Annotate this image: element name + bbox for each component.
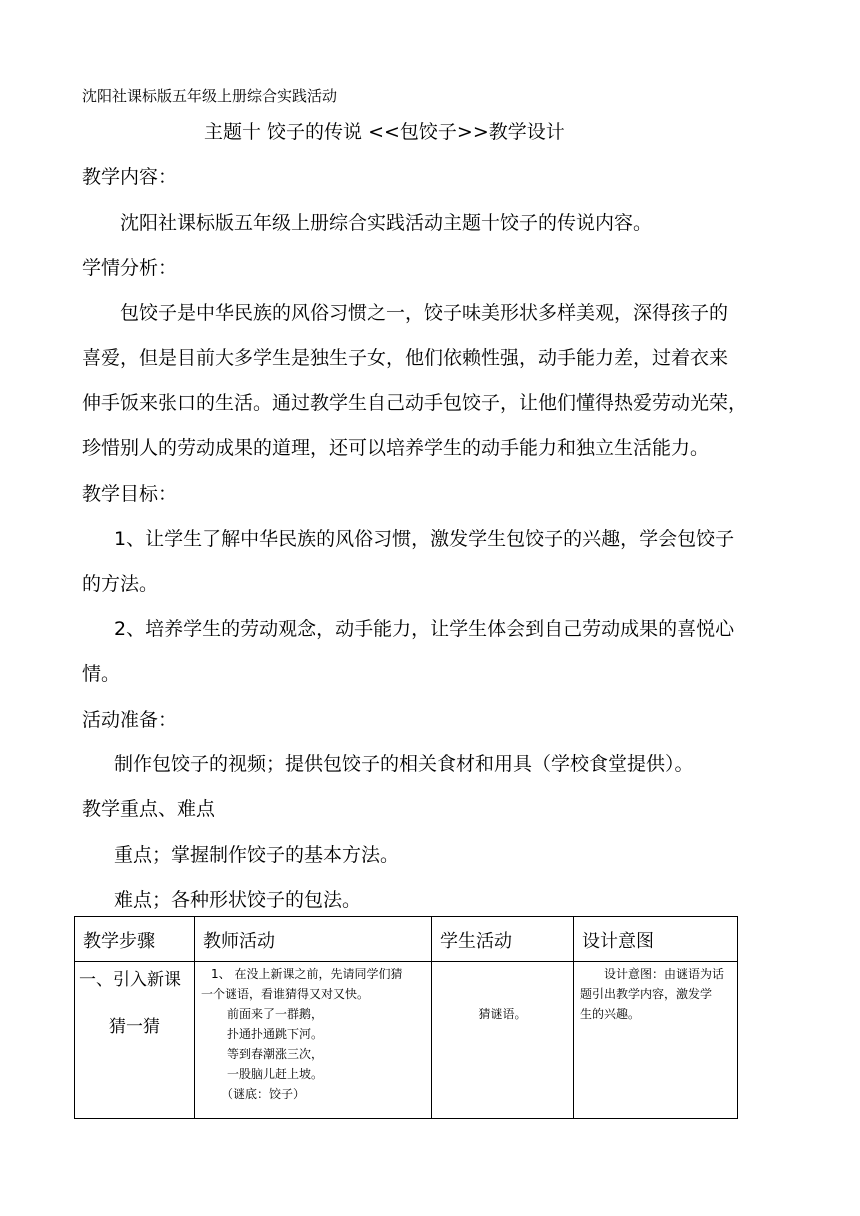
riddle-line-3: 等到春潮涨三次， (227, 1047, 324, 1061)
student-activity: 猜谜语。 (478, 1007, 527, 1021)
riddle-line-2: 扑通扑通跳下河。 (227, 1027, 324, 1041)
cell-intent (574, 962, 738, 1119)
table-row (75, 962, 738, 1119)
doc-title: 主题十 饺子的传说 <<包饺子>>教学设计 (204, 121, 565, 143)
section-label-content: 教学内容： (82, 166, 178, 188)
preparation-text: 制作包饺子的视频；提供包饺子的相关食材和用具（学校食堂提供）。 (114, 753, 694, 775)
section-label-goals: 教学目标： (82, 483, 178, 505)
analysis-line-3: 伸手饭来张口的生活。通过教学生自己动手包饺子，让他们懂得热爱劳动光荣， (82, 392, 748, 414)
riddle-line-1: 前面来了一群鹅， (227, 1007, 324, 1021)
content-text: 沈阳社课标版五年级上册综合实践活动主题十饺子的传说内容。 (120, 212, 653, 234)
intent-line-1: 设计意图：由谜语为话 (604, 967, 725, 981)
analysis-line-4: 珍惜别人的劳动成果的道理，还可以培养学生的动手能力和独立生活能力。 (82, 437, 710, 459)
analysis-line-1: 包饺子是中华民族的风俗习惯之一，饺子味美形状多样美观，深得孩子的 (120, 302, 729, 324)
cell-teacher (195, 962, 432, 1119)
cell-step (75, 962, 195, 1119)
doc-header: 沈阳社课标版五年级上册综合实践活动 (82, 87, 338, 105)
goal-2-line-1: 2、培养学生的劳动观念，动手能力，让学生体会到自己劳动成果的喜悦心 (114, 618, 735, 640)
section-label-key-points: 教学重点、难点 (82, 798, 216, 820)
intent-line-2: 题引出教学内容，激发学 (580, 987, 713, 1001)
step-title: 一、引入新课 (79, 970, 181, 990)
intent-line-3: 生的兴趣。 (580, 1007, 641, 1021)
goal-1-line-2: 的方法。 (82, 573, 159, 595)
goal-1-line-1: 1、让学生了解中华民族的风俗习惯，激发学生包饺子的兴趣，学会包饺子 (114, 528, 735, 550)
section-label-preparation: 活动准备： (82, 709, 178, 731)
section-label-analysis: 学情分析： (82, 257, 178, 279)
table-header-row (75, 917, 738, 962)
step-subtitle: 猜一猜 (109, 1017, 160, 1037)
riddle-answer: （谜底：饺子） (221, 1087, 306, 1101)
teacher-line-1: 1、 在没上新课之前，先请同学们猜 (211, 967, 403, 981)
teacher-line-2: 一个谜语，看谁猜得又对又快。 (201, 987, 370, 1001)
header-teacher: 教师活动 (195, 917, 432, 962)
goal-2-line-2: 情。 (82, 663, 121, 685)
header-step: 教学步骤 (75, 917, 195, 962)
header-student: 学生活动 (432, 917, 574, 962)
riddle-line-4: 一股脑儿赶上坡。 (227, 1067, 324, 1081)
difficult-point-text: 难点；各种形状饺子的包法。 (114, 889, 362, 911)
lesson-plan-table (74, 916, 738, 1119)
cell-student (432, 962, 574, 1119)
header-intent: 设计意图 (574, 917, 738, 962)
key-point-text: 重点；掌握制作饺子的基本方法。 (114, 844, 400, 866)
analysis-line-2: 喜爱，但是目前大多学生是独生子女，他们依赖性强，动手能力差，过着衣来 (82, 347, 729, 369)
